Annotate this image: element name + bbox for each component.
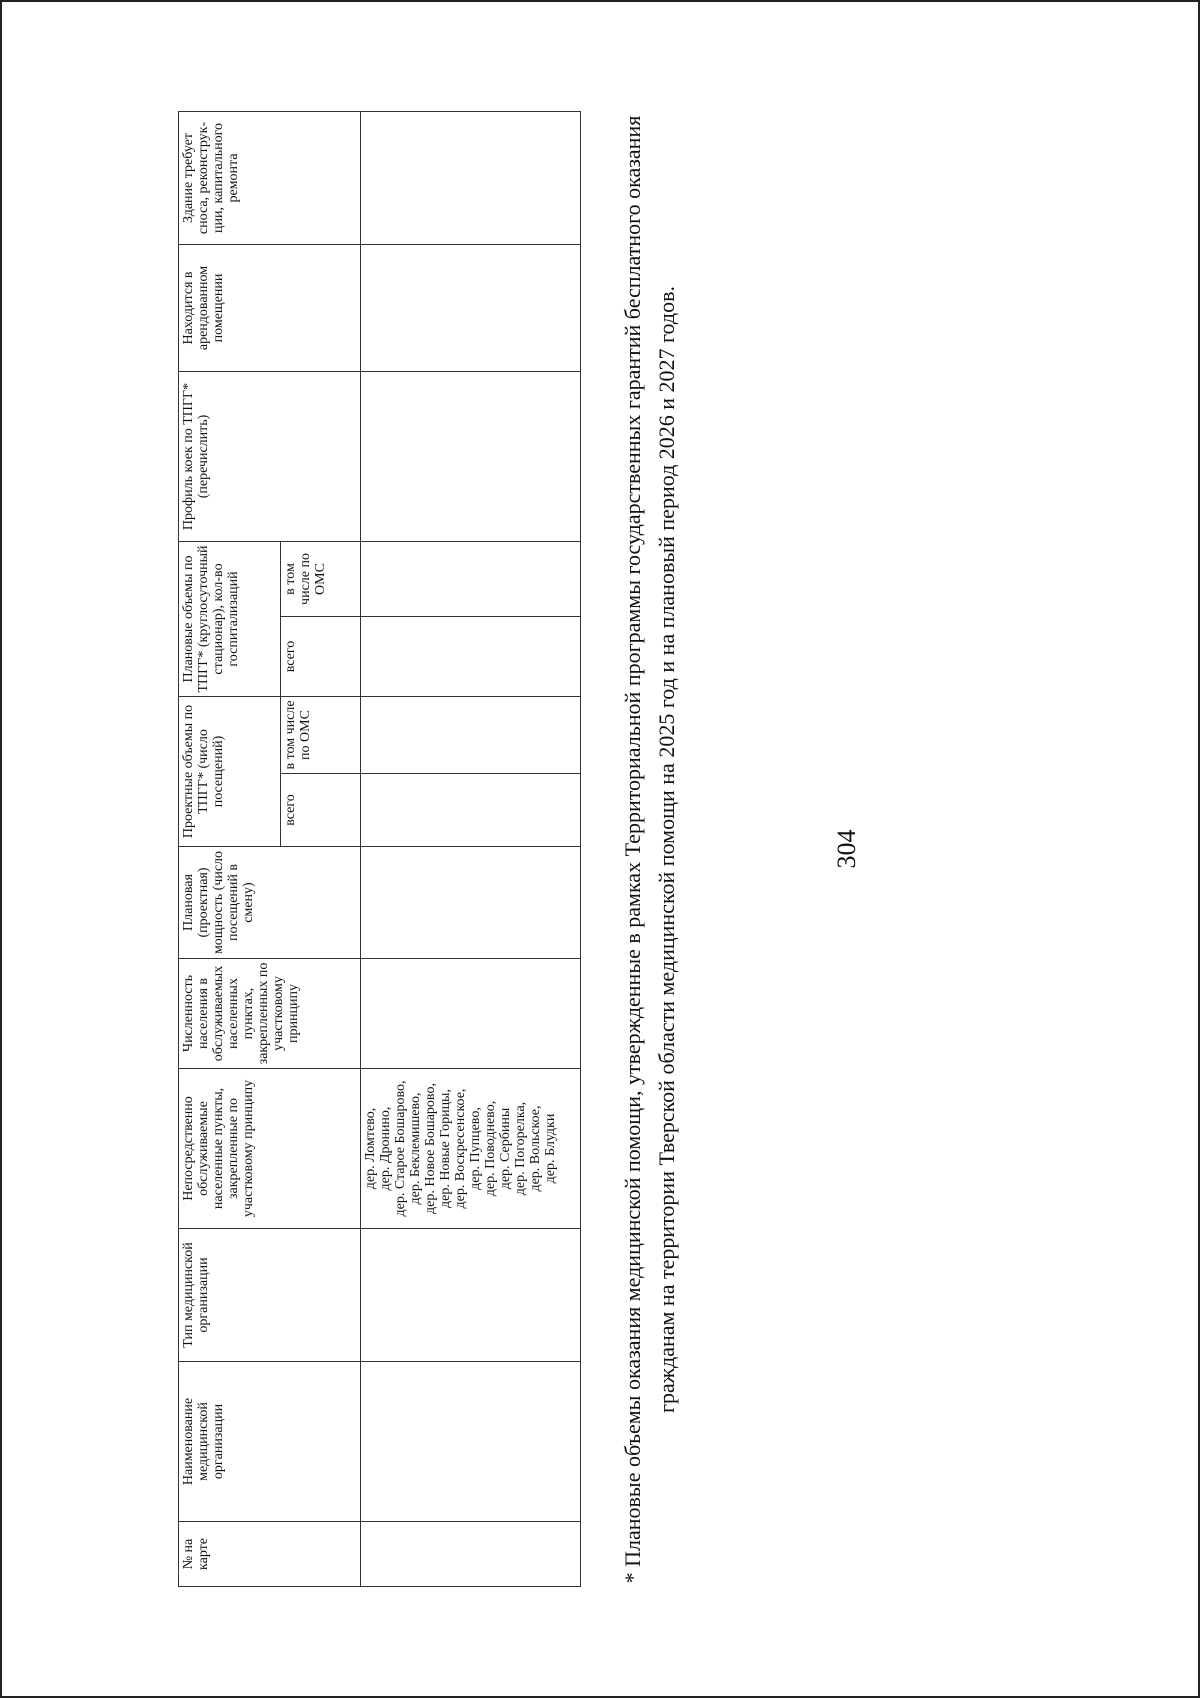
subheader-planned-total: всего <box>281 617 361 697</box>
subheader-project-oms: в том числе по ОМС <box>281 697 361 774</box>
cell-project-oms <box>361 697 581 774</box>
cell-org-type <box>361 1229 581 1362</box>
cell-project-total <box>361 774 581 847</box>
header-population: Численность населения в обслуживаемых населенных пунктах, закрепленных по участковому принципу <box>179 959 361 1069</box>
header-rented: Находится в арендованном помещении <box>179 244 361 371</box>
settlement-item: дер. Блудки <box>543 1113 558 1184</box>
settlement-item: дер. Поводнево, <box>483 1100 498 1197</box>
settlement-item: дер. Новое Бошарово, <box>423 1083 438 1214</box>
settlement-item: дер. Пупцево, <box>468 1107 483 1190</box>
subheader-project-total: всего <box>281 774 361 847</box>
settlement-item: дер. Старое Бошарово, <box>393 1080 408 1217</box>
header-org-type: Тип медицинской организации <box>179 1229 361 1362</box>
cell-org-name <box>361 1362 581 1522</box>
facilities-table <box>178 111 581 1587</box>
cell-settlements <box>361 1069 581 1229</box>
header-planned-volumes: Плановые объемы по ТПГГ* (круглосуточный стационар), кол-во госпитализаций <box>179 541 281 696</box>
header-project-volumes: Проектные объемы по ТПГГ* (число посещений) <box>179 697 281 847</box>
settlement-item: дер. Воскресенское, <box>453 1088 468 1209</box>
cell-rented <box>361 244 581 371</box>
settlement-item: дер. Беклемишево, <box>408 1092 423 1205</box>
settlement-item: дер. Погорелка, <box>513 1101 528 1196</box>
cell-planned-oms <box>361 541 581 616</box>
settlement-item: дер. Новые Горицы, <box>438 1089 453 1208</box>
footnote: * Плановые объемы оказания медицинской помощи, утвержденные в рамках Территориальной программы государственных гарантий бесплатного оказания гражданам на территории Тверской области медицинской помощи на 2025 год и на плановый период 2026 и 2027 годов. <box>620 115 679 1584</box>
page-number: 304 <box>832 829 861 869</box>
settlement-item: дер. Ломтево, <box>363 1107 378 1190</box>
cell-capacity <box>361 847 581 959</box>
cell-population <box>361 959 581 1069</box>
cell-demolition <box>361 111 581 244</box>
subheader-planned-oms: в том числе по ОМС <box>281 541 361 616</box>
cell-planned-total <box>361 617 581 697</box>
header-capacity: Плановая (проектная) мощность (число посещений в смену) <box>179 847 361 959</box>
cell-bed-profile <box>361 371 581 541</box>
table-row <box>361 111 581 1586</box>
header-demolition: Здание требует сноса, реконструк-ции, капитального ремонта <box>179 111 361 244</box>
header-row <box>179 111 281 1586</box>
cell-map-no <box>361 1522 581 1587</box>
header-org-name: Наименование медицинской организации <box>179 1362 361 1522</box>
settlement-item: дер. Вольское, <box>528 1105 543 1192</box>
settlement-item: дер. Сербины <box>498 1107 513 1190</box>
settlement-item: дер. Дронино, <box>378 1106 393 1191</box>
header-bed-profile: Профиль коек по ТПГГ* (перечислить) <box>179 371 361 541</box>
header-settlements: Непосредственно обслуживаемые населенные пункты, закрепленные по участковому принципу <box>179 1069 361 1229</box>
header-map-no: № на карте <box>179 1522 361 1587</box>
